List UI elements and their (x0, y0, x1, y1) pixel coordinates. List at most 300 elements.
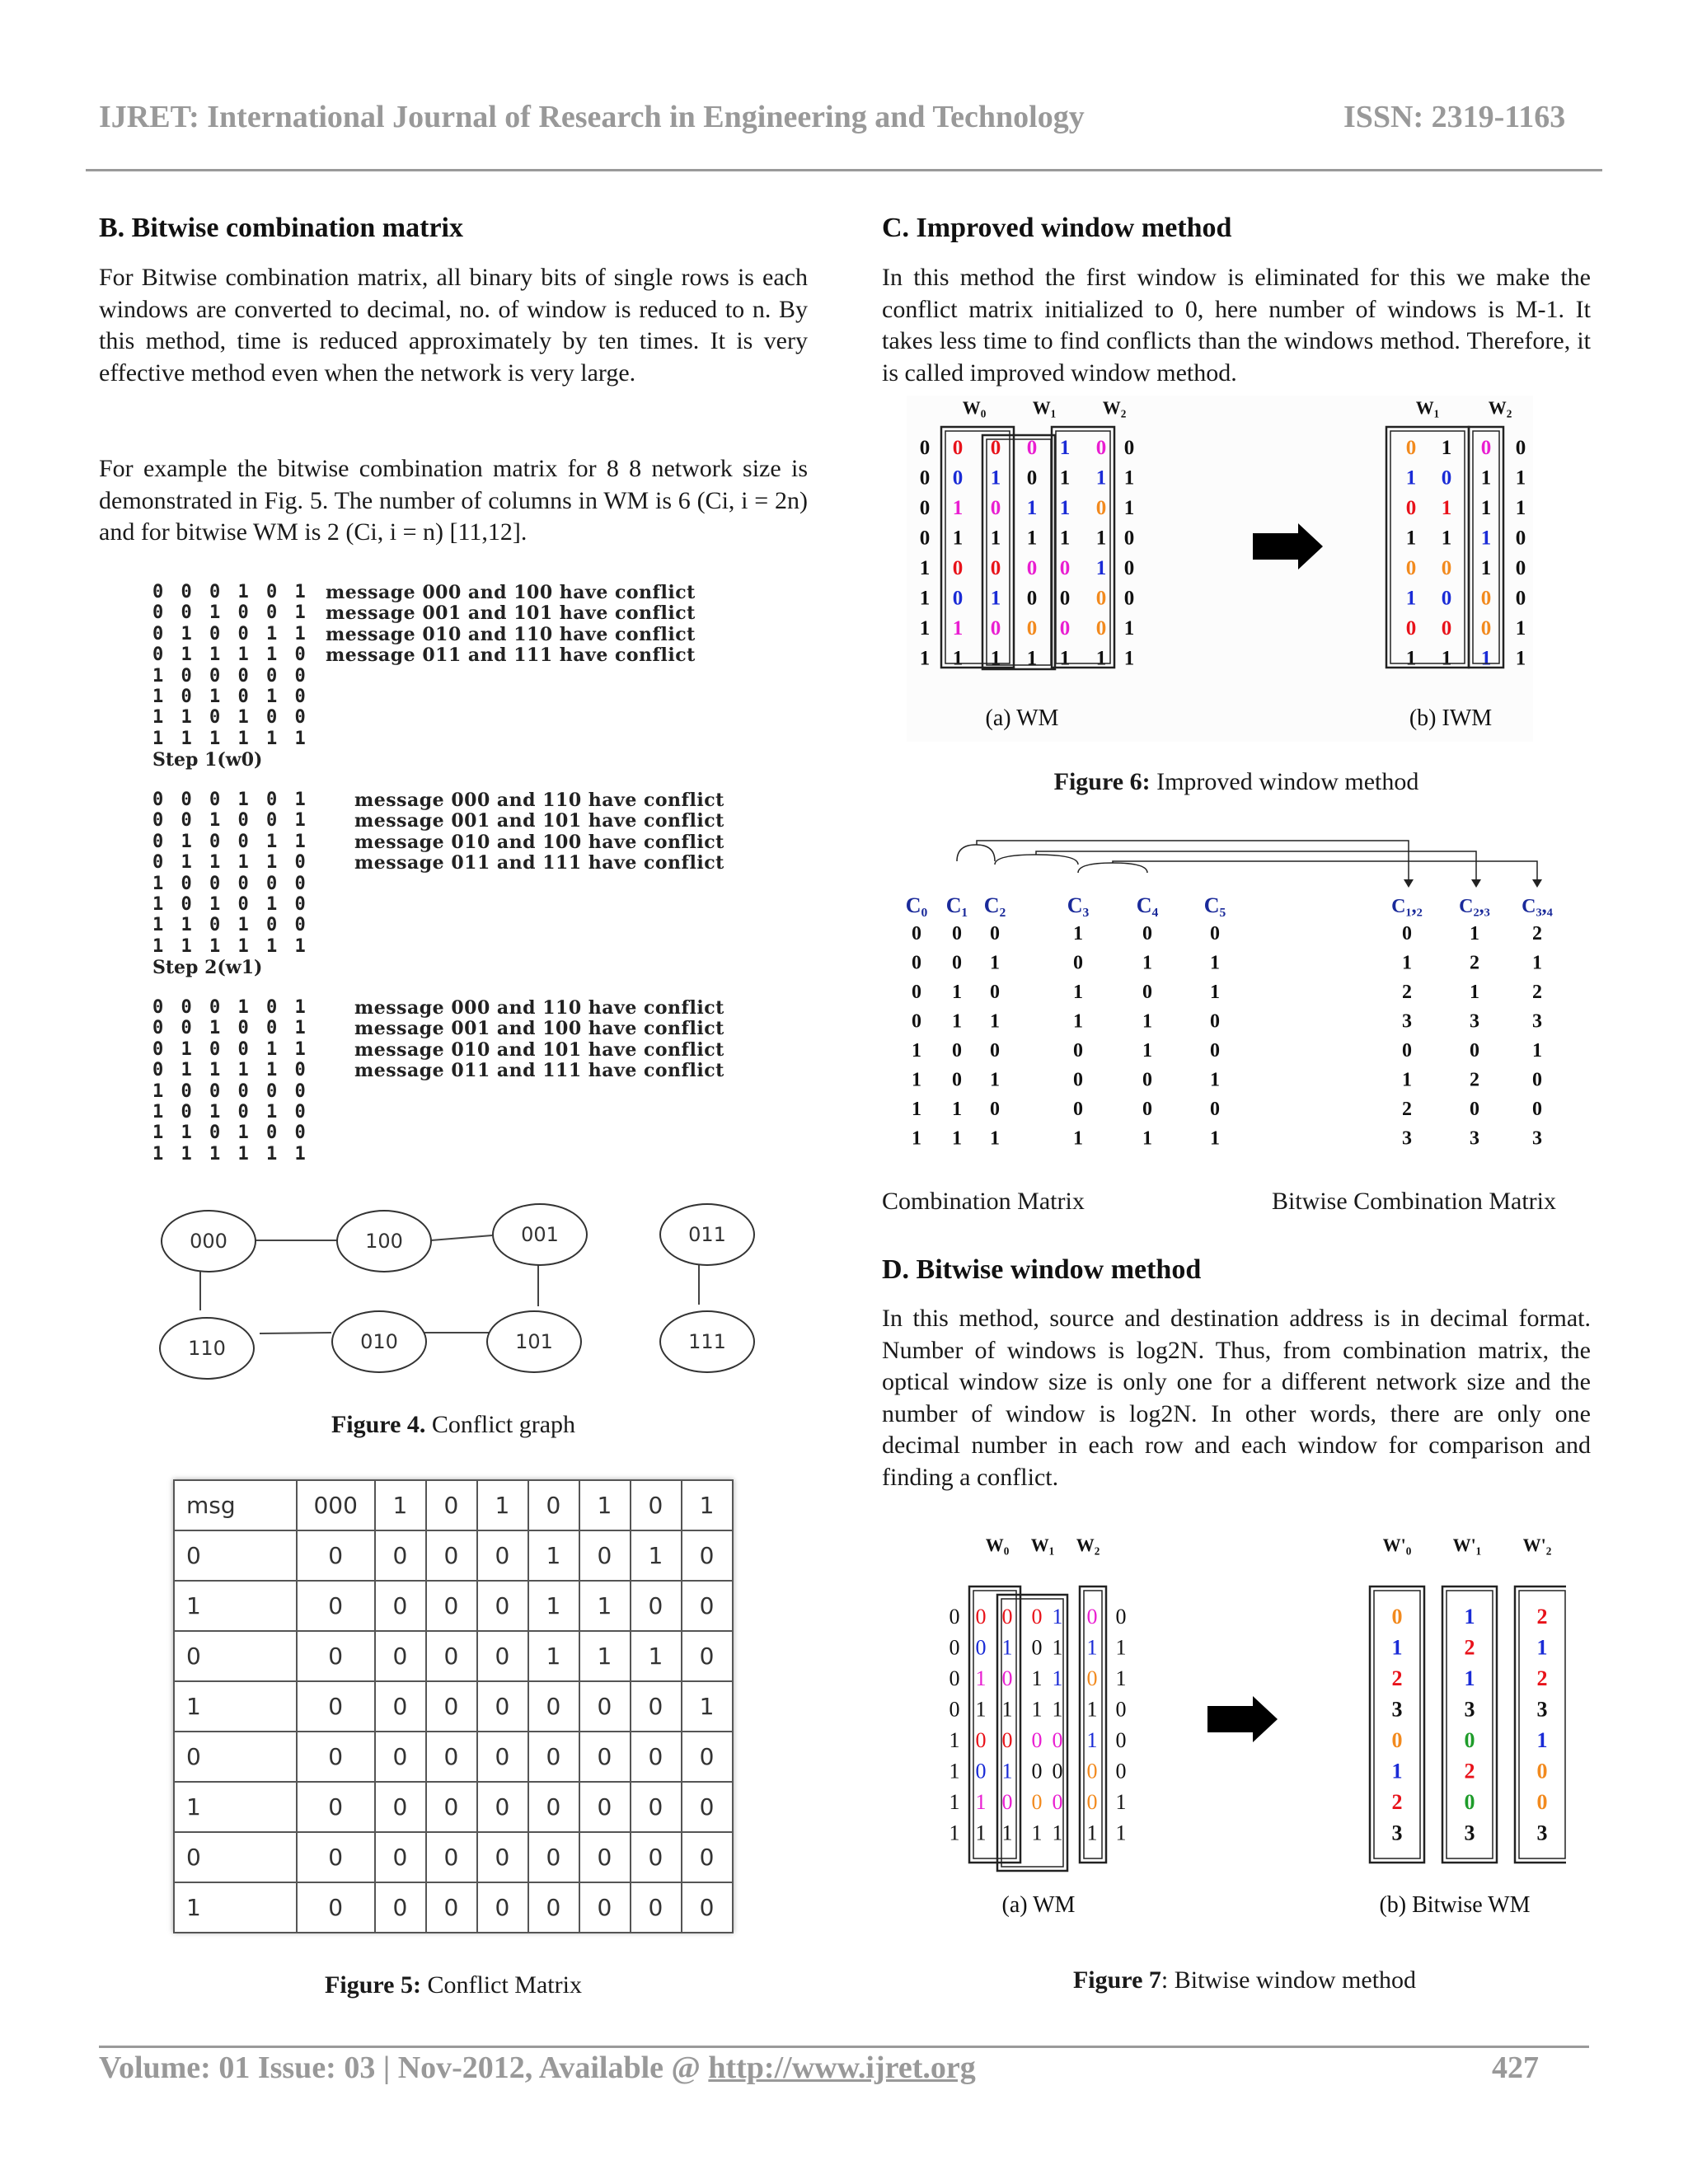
bitwise-wm-value: 1 (1464, 1666, 1475, 1690)
figure-6-label: Figure 6: (1053, 768, 1151, 795)
wm-bit: 0 (975, 1635, 987, 1660)
bitwise-wm-value: 3 (1391, 1821, 1403, 1845)
footer-link[interactable]: http://www.ijret.org (708, 2050, 976, 2085)
matrix-cell: 1 (528, 1581, 579, 1631)
iwm-bit: 0 (1480, 617, 1492, 640)
matrix-cell: 0 (477, 1581, 528, 1631)
window-label: W₀ (962, 397, 987, 418)
combination-bit: 1 (912, 1069, 921, 1091)
matrix-cell: 0 (682, 1882, 733, 1933)
matrix-cell: 0 (579, 1832, 631, 1882)
matrix-cell: 0 (528, 1882, 579, 1933)
combination-bit: 0 (912, 1010, 921, 1033)
figure-6b-caption: (b) IWM (1409, 705, 1493, 731)
section-b-paragraph-2: For example the bitwise combination matrix for 8 8 network size is demonstrated in Fig. 5. The number of columns in WM is 6 (Ci, i = 2n) and for bitwise WM is 2 (Ci, i = n) [11,12]. (99, 455, 808, 546)
wm-outer-bit: 0 (1123, 557, 1135, 579)
bitwise-value: 1 (1532, 952, 1542, 974)
matrix-cell: 1 (631, 1631, 682, 1681)
matrix-row (174, 1882, 733, 1933)
combination-bit: 0 (1142, 982, 1152, 1003)
combination-column-head: C₀ (905, 893, 928, 917)
combination-bit: 1 (1210, 982, 1220, 1003)
wm-outer-bit: 1 (1123, 466, 1135, 490)
matrix-cell: 0 (375, 1882, 426, 1933)
figure-7b-caption: (b) Bitwise WM (1379, 1892, 1531, 1918)
iwm-bit: 1 (1480, 466, 1492, 490)
wm-outer-bit: 1 (1123, 617, 1135, 640)
iwm-bit: 1 (1405, 587, 1417, 610)
figure-7-label: Figure 7 (1072, 1966, 1161, 1994)
wm-bit: 1 (1095, 466, 1107, 490)
step-row: 0 1 0 0 1 1 (152, 831, 309, 852)
wm-bit: 0 (990, 437, 1001, 459)
wm-bit: 0 (1052, 1790, 1063, 1814)
matrix-cell: 0 (297, 1732, 375, 1782)
matrix-cell: 0 (477, 1832, 528, 1882)
section-c-paragraph: In this method the first window is eliminated for this we make the conflict matrix initialized to 0, here number of windows is M-1. It takes less time to find conflicts than the windows method. Therefore, it is called improved window method. (882, 264, 1591, 387)
journal-title: IJRET: International Journal of Research in Engineering and Technology (99, 100, 1085, 134)
step-row: 1 1 0 1 0 0 (152, 1122, 309, 1144)
combination-bit: 1 (1142, 952, 1152, 974)
wm-bit: 0 (990, 557, 1001, 579)
issn-label: ISSN: 2319-1163 (1343, 100, 1566, 134)
matrix-cell: 1 (174, 1581, 297, 1631)
matrix-cell: 0 (375, 1681, 426, 1732)
matrix-cell: 0 (579, 1882, 631, 1933)
wm-bit: 0 (990, 617, 1001, 640)
wm-bit: 1 (990, 466, 1001, 490)
bitwise-value: 3 (1532, 1010, 1542, 1033)
matrix-cell: 0 (631, 1732, 682, 1782)
wm-bit: 1 (1001, 1697, 1013, 1722)
step-row: 1 1 0 1 0 0 (152, 915, 309, 936)
step-row: 1 1 1 1 1 1 (152, 728, 309, 749)
matrix-cell: 000 (297, 1480, 375, 1530)
matrix-cell: 0 (375, 1581, 426, 1631)
matrix-cell: 0 (174, 1732, 297, 1782)
section-d-paragraph: In this method, source and destination address is in decimal format. Number of windows is log2N. Thus, from combination matrix, the optical window size is only one for a different network size and the number of window is log2N. In other words, there are only one decimal number in each row and each window for comparison and finding a conflict. (882, 1305, 1591, 1491)
bitwise-wm-value: 1 (1464, 1605, 1475, 1629)
wm-bit: 0 (975, 1759, 987, 1783)
combination-bit: 0 (952, 923, 962, 944)
wm-outer-bit: 0 (1123, 527, 1135, 550)
graph-node: 001 (492, 1203, 588, 1266)
iwm-bit: 0 (1405, 617, 1417, 640)
graph-node: 101 (486, 1310, 582, 1373)
combination-column-head: C₅ (1203, 893, 1226, 917)
wm-bit: 0 (1059, 617, 1071, 640)
matrix-cell: 0 (426, 1681, 477, 1732)
arrowhead-icon (1471, 879, 1481, 888)
matrix-cell: 0 (631, 1782, 682, 1832)
bitwise-wm-value: 3 (1536, 1821, 1548, 1845)
matrix-cell: 0 (528, 1681, 579, 1732)
figure-4-text: Conflict graph (425, 1411, 576, 1438)
wm-bit: 1 (1052, 1821, 1063, 1845)
bitwise-wm-value: 2 (1391, 1666, 1403, 1690)
matrix-cell: 0 (682, 1732, 733, 1782)
matrix-row (174, 1631, 733, 1681)
wm-bit: 1 (1026, 497, 1038, 519)
step-row: 0 0 1 0 0 1 (152, 1018, 309, 1039)
conflict-steps (152, 582, 779, 1165)
pair-bracket (995, 855, 1078, 865)
figure-6-text: Improved window method (1150, 768, 1419, 795)
matrix-cell: 1 (528, 1530, 579, 1581)
wm-bit: 0 (1086, 1790, 1098, 1814)
wm-outer-bit: 0 (949, 1635, 960, 1660)
bitwise-wm-value: 2 (1391, 1790, 1403, 1814)
wm-bit: 1 (1095, 647, 1107, 670)
matrix-cell: 0 (375, 1631, 426, 1681)
bitwise-wm-value: 3 (1391, 1697, 1403, 1722)
figure-7-caption (1014, 1966, 1475, 1994)
matrix-cell: 0 (426, 1832, 477, 1882)
step-message: message 001 and 101 have conflict (354, 810, 724, 832)
combination-bit: 0 (912, 982, 921, 1003)
wm-bit: 0 (1031, 1759, 1043, 1783)
matrix-cell: 0 (375, 1832, 426, 1882)
iwm-bit: 0 (1480, 437, 1492, 459)
matrix-cell: 0 (682, 1581, 733, 1631)
bitwise-value: 1 (1470, 982, 1479, 1003)
matrix-cell: 0 (477, 1681, 528, 1732)
iwm-bit: 1 (1405, 527, 1417, 550)
matrix-cell: 1 (579, 1581, 631, 1631)
arrowhead-icon (1404, 879, 1414, 888)
step-row: 0 0 1 0 0 1 (152, 810, 309, 832)
combination-bit: 0 (1142, 923, 1152, 944)
window-label: W₂ (1102, 397, 1127, 418)
bitwise-value: 0 (1532, 1069, 1542, 1091)
bitwise-value: 0 (1470, 1099, 1479, 1120)
figure-5-label: Figure 5: (325, 1971, 421, 1999)
iwm-bit: 0 (1405, 557, 1417, 579)
bitwise-value: 1 (1532, 1040, 1542, 1062)
wm-outer-bit: 0 (949, 1605, 960, 1629)
wm-bit: 0 (975, 1605, 987, 1629)
wm-bit: 1 (990, 647, 1001, 670)
combination-bit: 0 (1073, 952, 1083, 974)
iwm-bit: 1 (1480, 647, 1492, 670)
bitwise-wm-value: 2 (1536, 1605, 1548, 1629)
combination-bit: 0 (952, 1040, 962, 1062)
matrix-cell: 0 (631, 1882, 682, 1933)
bitwise-window-box-inner (1447, 1591, 1493, 1858)
matrix-cell: 0 (579, 1530, 631, 1581)
wm-bit: 1 (1001, 1635, 1013, 1660)
step-message: message 001 and 101 have conflict (326, 602, 696, 625)
iwm-bit: 1 (1480, 557, 1492, 579)
combination-bit: 0 (990, 1099, 1000, 1120)
matrix-cell: 0 (579, 1732, 631, 1782)
bitwise-value: 0 (1532, 1099, 1542, 1120)
matrix-row (174, 1732, 733, 1782)
wm-outer-bit: 0 (949, 1666, 960, 1690)
bitwise-value: 1 (1402, 952, 1412, 974)
iwm-bit: 0 (1480, 587, 1492, 610)
bitwise-wm-value: 1 (1391, 1759, 1403, 1783)
bitwise-value: 2 (1402, 982, 1412, 1003)
wm-bit: 1 (1052, 1697, 1063, 1722)
matrix-cell: 1 (375, 1480, 426, 1530)
matrix-cell: 0 (631, 1581, 682, 1631)
step-row: 1 0 0 0 0 0 (152, 1080, 309, 1102)
iwm-bit: 1 (1405, 647, 1417, 670)
combination-bit: 1 (1073, 982, 1083, 1003)
matrix-cell: 0 (426, 1480, 477, 1530)
combination-bit: 1 (990, 1010, 1000, 1033)
matrix-cell: 0 (297, 1581, 375, 1631)
bitwise-wm-value: 1 (1536, 1728, 1548, 1752)
bitwise-wm-value: 2 (1464, 1635, 1475, 1660)
combination-bit: 0 (1142, 1069, 1152, 1091)
iwm-bit: 0 (1441, 617, 1452, 640)
iwm-bit: 0 (1515, 527, 1526, 550)
matrix-row (174, 1782, 733, 1832)
wm-outer-bit: 0 (919, 527, 931, 550)
matrix-cell: 1 (631, 1530, 682, 1581)
bitwise-window-box-inner (1519, 1591, 1565, 1858)
matrix-row (174, 1530, 733, 1581)
matrix-cell: 0 (682, 1832, 733, 1882)
wm-bit: 0 (1001, 1728, 1013, 1752)
matrix-cell: 1 (174, 1681, 297, 1732)
combination-bit: 1 (1142, 1040, 1152, 1062)
wm-bit: 1 (1031, 1666, 1043, 1690)
connector-line (1036, 851, 1476, 882)
wm-bit: 1 (990, 527, 1001, 550)
wm-bit: 1 (952, 647, 964, 670)
combination-column-head: C₁ (945, 893, 968, 917)
iwm-bit: 1 (1441, 647, 1452, 670)
step-row: 0 1 1 1 1 0 (152, 1060, 309, 1081)
iwm-bit: 0 (1441, 466, 1452, 490)
wm-outer-bit: 0 (1115, 1697, 1127, 1722)
bitwise-wm-value: 2 (1464, 1759, 1475, 1783)
wm-bit: 0 (1052, 1759, 1063, 1783)
iwm-bit: 0 (1515, 437, 1526, 459)
matrix-row (174, 1832, 733, 1882)
wm-bit: 1 (1031, 1821, 1043, 1845)
combination-column-head: C₃ (1067, 893, 1090, 917)
wm-bit: 0 (1086, 1605, 1098, 1629)
matrix-cell: 0 (297, 1882, 375, 1933)
window-label: W'₂ (1522, 1535, 1552, 1555)
matrix-cell: 0 (477, 1782, 528, 1832)
window-label: W₂ (1076, 1535, 1100, 1555)
bitwise-wm-value: 1 (1536, 1635, 1548, 1660)
wm-bit: 1 (1086, 1821, 1098, 1845)
section-b-title: B. Bitwise combination matrix (99, 213, 463, 243)
step-row: 0 1 1 1 1 0 (152, 644, 309, 666)
iwm-bit: 0 (1405, 497, 1417, 519)
iwm-bit: 1 (1515, 617, 1526, 640)
window-label: W'₁ (1452, 1535, 1482, 1555)
step-label: Step 1(w0) (152, 749, 263, 771)
wm-outer-bit: 1 (919, 557, 931, 579)
wm-bit: 1 (975, 1790, 987, 1814)
wm-bit: 0 (1001, 1666, 1013, 1690)
wm-bit: 1 (1059, 497, 1071, 519)
wm-outer-bit: 1 (919, 647, 931, 670)
wm-outer-bit: 1 (949, 1790, 960, 1814)
wm-bit: 1 (1052, 1666, 1063, 1690)
matrix-cell: 0 (297, 1681, 375, 1732)
iwm-bit: 1 (1480, 527, 1492, 550)
wm-bit: 0 (1095, 617, 1107, 640)
combination-bit: 0 (1073, 1069, 1083, 1091)
combination-bit: 1 (1142, 1127, 1152, 1150)
matrix-cell: 0 (682, 1530, 733, 1581)
step-row: 1 0 1 0 1 0 (152, 687, 309, 707)
wm-outer-bit: 0 (1115, 1605, 1127, 1629)
iwm-bit: 1 (1480, 497, 1492, 519)
wm-outer-bit: 1 (1123, 647, 1135, 670)
combination-bit: 0 (1073, 1099, 1083, 1120)
wm-outer-bit: 1 (1115, 1790, 1127, 1814)
arrow-icon (1207, 1696, 1278, 1742)
step-row: 1 0 1 0 1 0 (152, 894, 309, 915)
arrowhead-icon (1532, 879, 1542, 888)
bitwise-wm-value: 3 (1464, 1697, 1475, 1722)
figure-7a-caption: (a) WM (1001, 1892, 1076, 1918)
combination-bit: 0 (1210, 1040, 1220, 1062)
connector-line (1113, 861, 1537, 882)
matrix-cell: msg (174, 1480, 297, 1530)
matrix-cell: 0 (528, 1732, 579, 1782)
wm-bit: 1 (1052, 1605, 1063, 1629)
wm-bit: 0 (952, 557, 964, 579)
iwm-bit: 1 (1405, 466, 1417, 490)
bitwise-value: 2 (1532, 982, 1542, 1003)
bitwise-value: 2 (1470, 952, 1479, 974)
combination-column-head: C₄ (1136, 893, 1159, 917)
matrix-cell: 1 (528, 1631, 579, 1681)
step-message: message 011 and 111 have conflict (354, 1060, 724, 1082)
wm-bit: 0 (1001, 1790, 1013, 1814)
wm-bit: 0 (1086, 1759, 1098, 1783)
figure-6 (907, 396, 1533, 742)
matrix-cell: 0 (579, 1782, 631, 1832)
matrix-cell: 0 (426, 1782, 477, 1832)
section-d-title: D. Bitwise window method (882, 1254, 1202, 1285)
wm-outer-bit: 0 (1115, 1728, 1127, 1752)
wm-bit: 0 (952, 587, 964, 610)
bitwise-value: 3 (1470, 1010, 1479, 1033)
bitwise-wm-value: 2 (1536, 1666, 1548, 1690)
footer-text: Volume: 01 Issue: 03 | Nov-2012, Available @ (99, 2050, 709, 2085)
combination-matrix-caption: Combination Matrix (882, 1188, 1085, 1215)
figure-4-caption (313, 1411, 593, 1439)
wm-bit: 1 (1026, 647, 1038, 670)
wm-bit: 1 (975, 1697, 987, 1722)
bitwise-value: 0 (1402, 923, 1412, 944)
step-message: message 011 and 111 have conflict (326, 644, 696, 667)
matrix-cell: 0 (528, 1480, 579, 1530)
conflict-matrix (173, 1479, 734, 1933)
combination-bit: 0 (1210, 923, 1220, 944)
matrix-cell: 0 (375, 1732, 426, 1782)
wm-bit: 0 (1026, 437, 1038, 459)
bitwise-value: 2 (1470, 1069, 1479, 1091)
wm-bit: 1 (1001, 1821, 1013, 1845)
graph-node: 010 (331, 1310, 427, 1373)
bitwise-wm-value: 0 (1536, 1790, 1548, 1814)
step-row: 1 1 1 1 1 1 (152, 935, 309, 957)
bitwise-value: 2 (1532, 923, 1542, 944)
window-box-iwm1-inner (1390, 431, 1465, 663)
matrix-cell: 1 (579, 1631, 631, 1681)
matrix-cell: 0 (631, 1681, 682, 1732)
step-row: 0 1 0 0 1 1 (152, 623, 309, 644)
page-number: 427 (1492, 2050, 1539, 2085)
matrix-cell: 1 (682, 1480, 733, 1530)
matrix-cell: 0 (631, 1832, 682, 1882)
wm-bit: 1 (975, 1821, 987, 1845)
matrix-row (174, 1681, 733, 1732)
matrix-cell: 0 (528, 1832, 579, 1882)
combination-bit: 1 (990, 952, 1000, 974)
combination-bit: 1 (912, 1099, 921, 1120)
window-label: W₁ (1415, 397, 1440, 418)
bitwise-wm-value: 0 (1464, 1790, 1475, 1814)
combination-bit: 1 (1142, 1010, 1152, 1033)
step-message: message 010 and 100 have conflict (354, 831, 724, 853)
iwm-bit: 0 (1515, 587, 1526, 610)
wm-bit: 0 (1026, 466, 1038, 490)
step-row: 0 1 1 1 1 0 (152, 852, 309, 874)
matrix-cell: 0 (477, 1530, 528, 1581)
matrix-cell: 0 (426, 1631, 477, 1681)
graph-node: 111 (659, 1310, 755, 1373)
bitwise-value: 2 (1402, 1099, 1412, 1120)
matrix-cell: 0 (174, 1631, 297, 1681)
wm-bit: 1 (1059, 527, 1071, 550)
step-message: message 010 and 101 have conflict (354, 1038, 724, 1061)
matrix-cell: 0 (174, 1832, 297, 1882)
wm-outer-bit: 0 (1115, 1759, 1127, 1783)
bitwise-wm-value: 0 (1536, 1759, 1548, 1783)
footer-volume (99, 2050, 976, 2086)
matrix-cell: 1 (682, 1681, 733, 1732)
graph-node: 100 (336, 1210, 432, 1272)
window-box-iwm1 (1386, 427, 1469, 668)
wm-bit: 1 (952, 617, 964, 640)
combination-matrix-figure (894, 828, 1578, 1158)
iwm-bit: 0 (1405, 437, 1417, 459)
wm-bit: 0 (1095, 497, 1107, 519)
step-message: message 000 and 110 have conflict (354, 790, 724, 811)
matrix-cell: 0 (426, 1530, 477, 1581)
matrix-cell: 1 (579, 1480, 631, 1530)
window-box-w2-inner (1084, 1591, 1102, 1858)
window-label: W₂ (1488, 397, 1512, 418)
figure-5-caption (297, 1971, 610, 1999)
bitwise-value: 3 (1402, 1127, 1412, 1150)
wm-bit: 0 (975, 1728, 987, 1752)
wm-bit: 0 (1031, 1605, 1043, 1629)
matrix-cell: 1 (477, 1480, 528, 1530)
step-row: 1 0 0 0 0 0 (152, 873, 309, 894)
step-message: message 001 and 100 have conflict (354, 1018, 724, 1040)
wm-outer-bit: 0 (919, 466, 931, 490)
step-row: 1 1 1 1 1 1 (152, 1143, 309, 1165)
matrix-cell: 0 (375, 1530, 426, 1581)
combination-bit: 1 (990, 1069, 1000, 1091)
figure-6-caption (1006, 768, 1467, 796)
bitwise-value: 0 (1402, 1040, 1412, 1062)
